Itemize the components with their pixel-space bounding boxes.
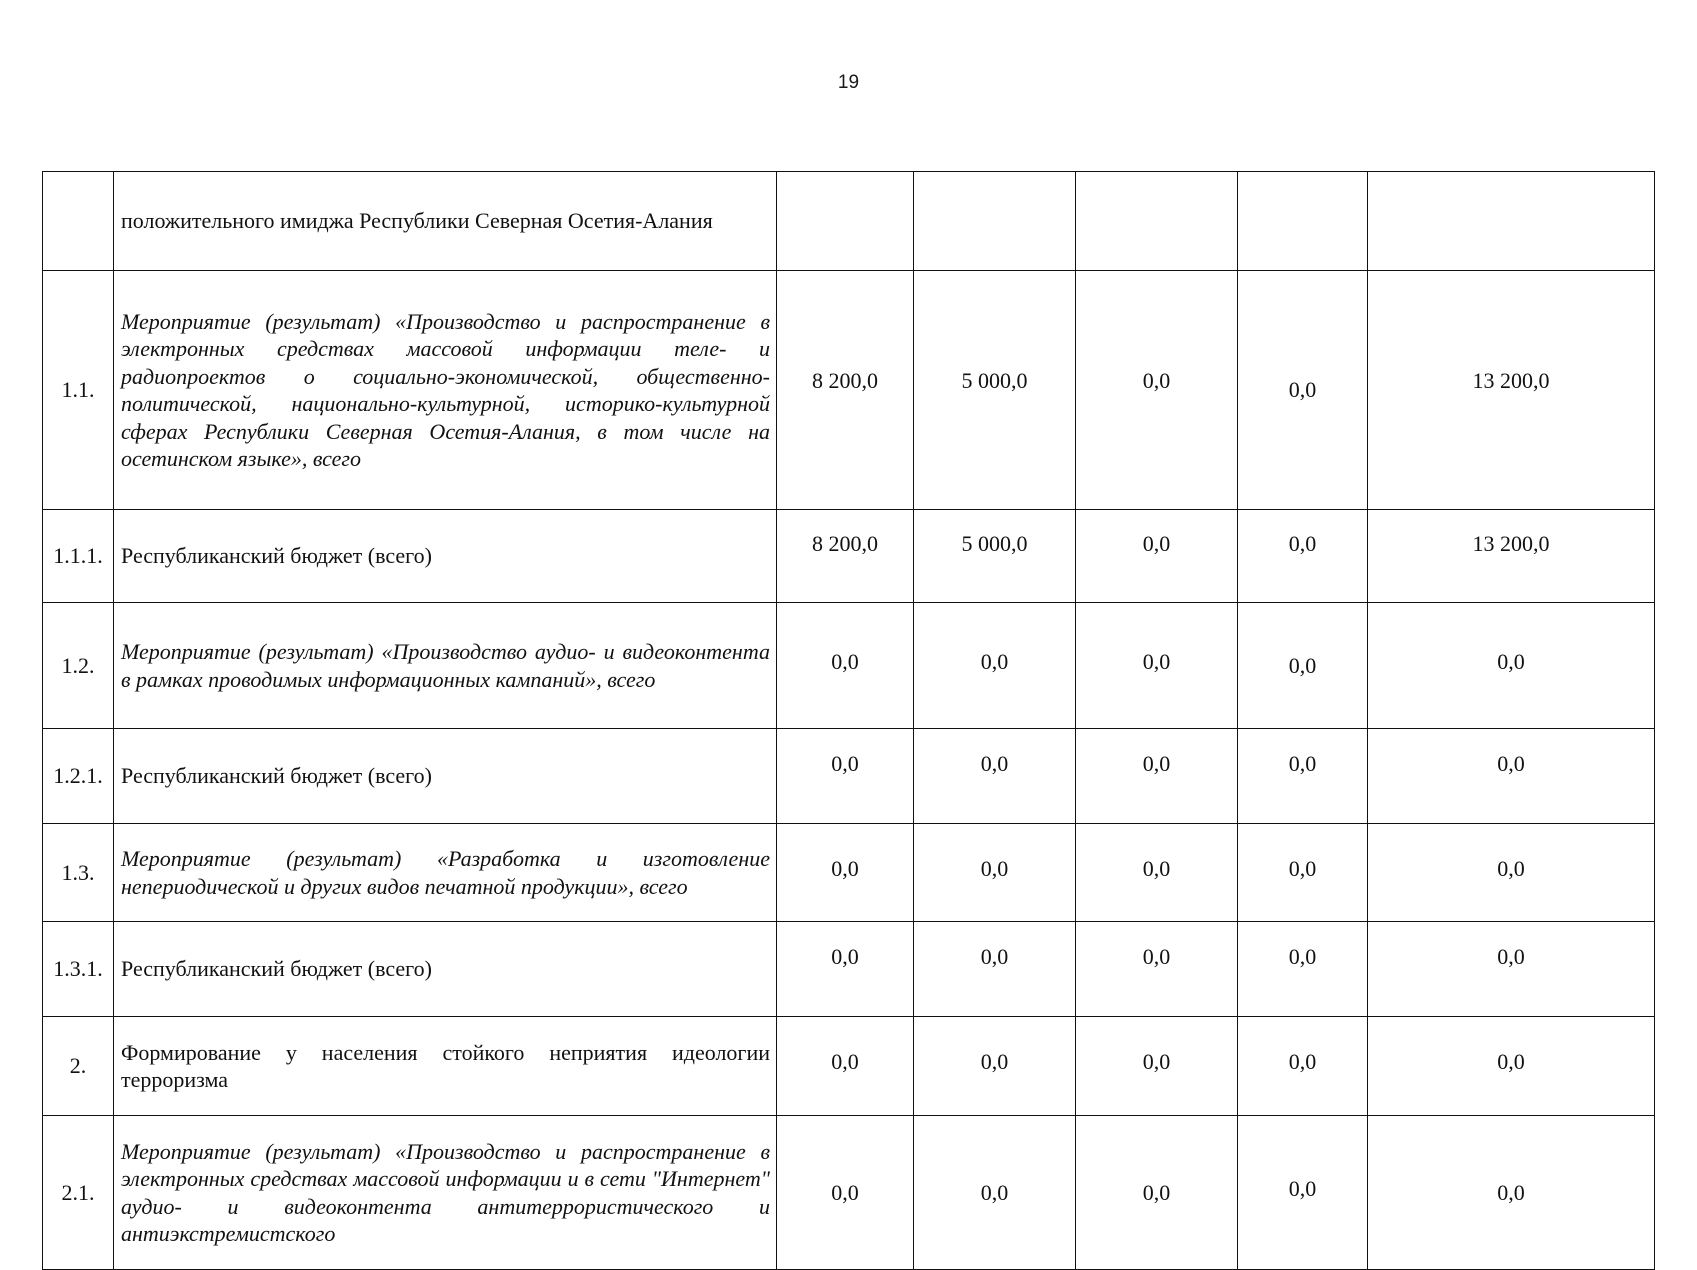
value-text: 0,0 xyxy=(980,855,1009,881)
value-text: 0,0 xyxy=(831,1049,859,1075)
value-text: 0,0 xyxy=(1142,855,1171,881)
value-text: 0,0 xyxy=(1497,944,1525,970)
row-number: 1.2. xyxy=(43,603,114,729)
value-cell xyxy=(1368,603,1655,729)
value-cell xyxy=(914,1017,1076,1116)
value-text: 0,0 xyxy=(980,648,1009,674)
value-cell xyxy=(914,922,1076,1017)
value-cell xyxy=(914,603,1076,729)
value-cell xyxy=(1368,824,1655,922)
value-cell xyxy=(777,172,914,271)
value-cell xyxy=(1076,824,1238,922)
table-row xyxy=(43,1116,1655,1270)
value-text: 0,0 xyxy=(831,944,859,970)
value-text: 0,0 xyxy=(1288,531,1317,557)
row-description: Республиканский бюджет (всего) xyxy=(114,729,777,824)
value-text: 0,0 xyxy=(1497,855,1525,881)
value-text: 0,0 xyxy=(1497,751,1525,777)
row-description: Мероприятие (результат) «Производство аудио- и видеоконтента в рамках проводимых информационных кампаний», всего xyxy=(114,603,777,729)
table-row xyxy=(43,510,1655,603)
value-cell xyxy=(1238,1017,1368,1116)
value-cell: 0,0 xyxy=(914,1116,1076,1270)
value-cell: 0,0 xyxy=(1238,603,1368,729)
value-cell xyxy=(1076,172,1238,271)
value-cell xyxy=(1368,172,1655,271)
table-row xyxy=(43,922,1655,1017)
value-text: 0,0 xyxy=(1142,531,1171,557)
value-cell xyxy=(1368,922,1655,1017)
table-row xyxy=(43,603,1655,729)
row-number: 1.1. xyxy=(43,271,114,510)
value-text: 13 200,0 xyxy=(1472,531,1550,557)
value-text: 0,0 xyxy=(1288,1175,1317,1201)
value-cell xyxy=(1076,510,1238,603)
row-number: 1.2.1. xyxy=(43,729,114,824)
value-text: 0,0 xyxy=(1288,1049,1317,1075)
value-cell: 0,0 xyxy=(1238,271,1368,510)
value-text: 0,0 xyxy=(1142,368,1171,394)
value-cell xyxy=(914,729,1076,824)
row-number xyxy=(43,172,114,271)
value-text: 0,0 xyxy=(1142,944,1171,970)
value-cell xyxy=(1238,922,1368,1017)
value-cell xyxy=(777,510,914,603)
value-text: 0,0 xyxy=(1497,648,1525,674)
value-cell xyxy=(914,510,1076,603)
value-cell xyxy=(914,172,1076,271)
value-text: 5 000,0 xyxy=(961,368,1028,394)
table-row xyxy=(43,271,1655,510)
value-cell xyxy=(1238,824,1368,922)
value-text: 0,0 xyxy=(980,944,1009,970)
value-cell: 0,0 xyxy=(1076,1116,1238,1270)
row-description: Формирование у населения стойкого неприятия идеологии терроризма xyxy=(114,1017,777,1116)
value-cell xyxy=(1238,1116,1368,1270)
row-number: 1.1.1. xyxy=(43,510,114,603)
value-text: 0,0 xyxy=(1288,751,1317,777)
row-description: Республиканский бюджет (всего) xyxy=(114,922,777,1017)
value-cell xyxy=(777,271,914,510)
value-cell xyxy=(1368,510,1655,603)
row-number: 2. xyxy=(43,1017,114,1116)
value-text: 0,0 xyxy=(1142,1049,1171,1075)
value-text: 0,0 xyxy=(831,855,859,881)
value-cell xyxy=(914,824,1076,922)
table-row xyxy=(43,172,1655,271)
value-cell xyxy=(1076,603,1238,729)
value-text: 8 200,0 xyxy=(812,368,878,394)
value-text: 13 200,0 xyxy=(1472,368,1550,394)
value-text: 0,0 xyxy=(980,751,1009,777)
value-text: 0,0 xyxy=(980,1049,1009,1075)
row-number: 1.3.1. xyxy=(43,922,114,1017)
value-cell xyxy=(1076,1017,1238,1116)
row-description: Мероприятие (результат) «Производство и распространение в электронных средствах массовой информации и в сети "Интернет" аудио- и видеоконтента антитеррористического и антиэкстремистского xyxy=(114,1116,777,1270)
value-cell xyxy=(914,271,1076,510)
table-row xyxy=(43,824,1655,922)
value-cell xyxy=(1238,172,1368,271)
table-row xyxy=(43,729,1655,824)
value-text: 0,0 xyxy=(1142,751,1171,777)
value-text: 0,0 xyxy=(1288,944,1317,970)
value-cell xyxy=(777,603,914,729)
value-cell xyxy=(1076,922,1238,1017)
row-description: Мероприятие (результат) «Производство и распространение в электронных средствах массовой информации теле- и радиопроектов о социально-экономической, общественно-политической, национально-культурной, историко-культурной сферах Республики Северная Осетия-Алания, в том числе на осетинском языке», всего xyxy=(114,271,777,510)
value-cell xyxy=(777,922,914,1017)
value-cell xyxy=(1238,510,1368,603)
row-description: Мероприятие (результат) «Разработка и изготовление непериодической и других видов печатной продукции», всего xyxy=(114,824,777,922)
value-cell xyxy=(777,1017,914,1116)
row-description: положительного имиджа Республики Северная Осетия-Алания xyxy=(114,172,777,271)
value-cell xyxy=(1076,271,1238,510)
page-number: 19 xyxy=(837,72,860,93)
value-cell: 0,0 xyxy=(1368,1116,1655,1270)
value-text: 0,0 xyxy=(831,751,859,777)
value-text: 0,0 xyxy=(831,648,859,674)
value-text: 0,0 xyxy=(1497,1049,1525,1075)
value-cell: 0,0 xyxy=(777,1116,914,1270)
table-row xyxy=(43,1017,1655,1116)
value-text: 0,0 xyxy=(1288,855,1317,881)
value-cell xyxy=(1368,729,1655,824)
value-text: 0,0 xyxy=(1142,648,1171,674)
value-cell xyxy=(777,729,914,824)
value-cell xyxy=(1076,729,1238,824)
budget-table xyxy=(42,171,1655,1270)
value-cell xyxy=(1368,271,1655,510)
value-cell xyxy=(777,824,914,922)
value-text: 5 000,0 xyxy=(961,531,1028,557)
value-text: 8 200,0 xyxy=(812,531,878,557)
value-cell xyxy=(1238,729,1368,824)
row-number: 2.1. xyxy=(43,1116,114,1270)
row-description: Республиканский бюджет (всего) xyxy=(114,510,777,603)
value-cell xyxy=(1368,1017,1655,1116)
row-number: 1.3. xyxy=(43,824,114,922)
